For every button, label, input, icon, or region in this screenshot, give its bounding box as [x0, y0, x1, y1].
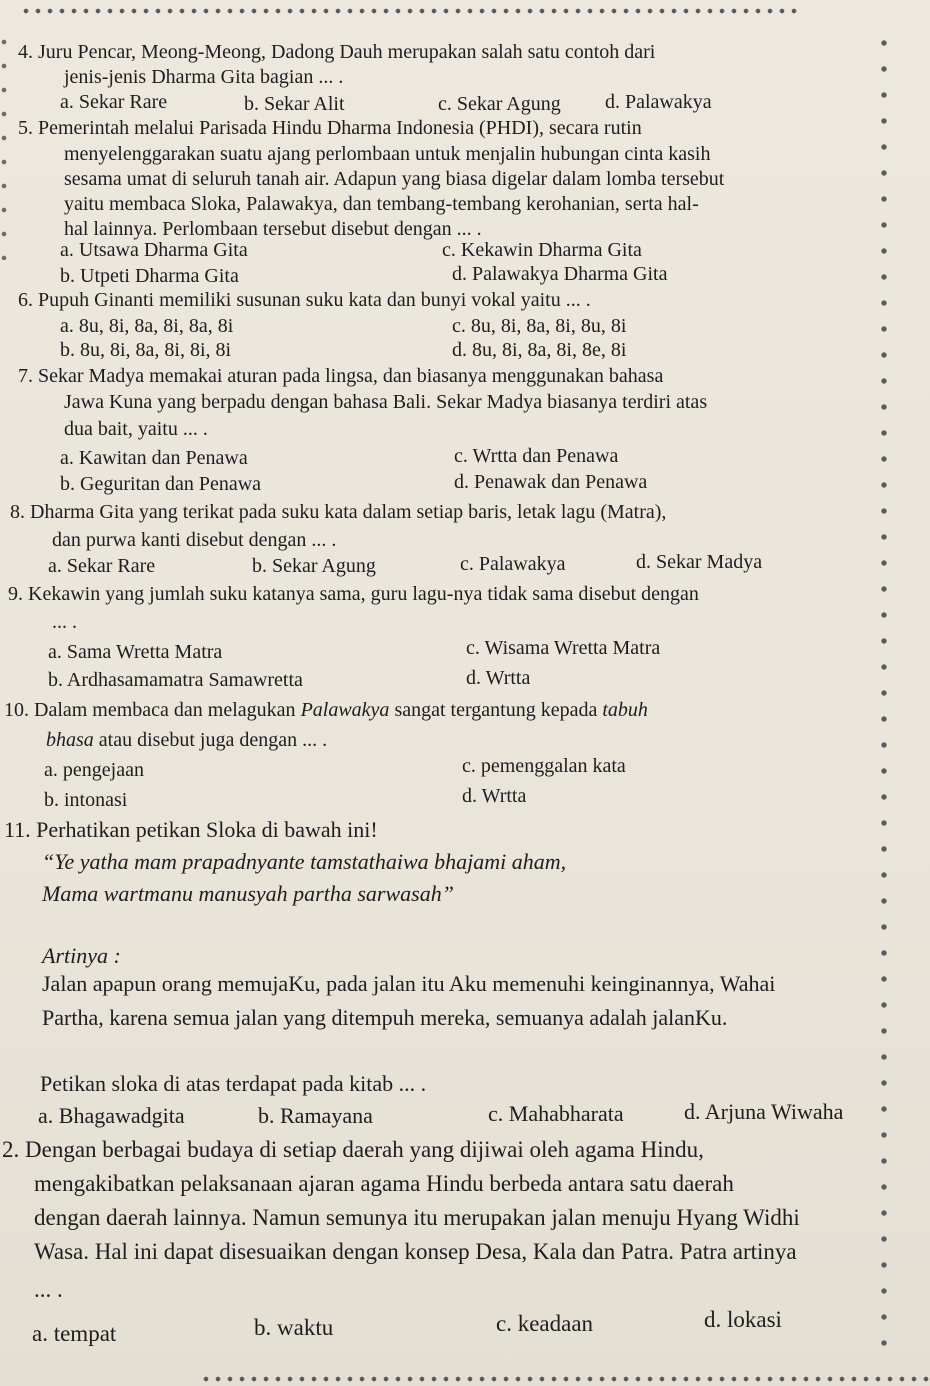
q7-option-a[interactable]: a. Kawitan dan Penawa: [60, 447, 248, 469]
decorative-dots-right: [878, 30, 890, 1350]
q4-stem-line2: jenis-jenis Dharma Gita bagian ... .: [64, 66, 344, 88]
q8-option-d[interactable]: d. Sekar Madya: [636, 551, 763, 573]
q7-stem-line1: 7. Sekar Madya memakai aturan pada lingsa, dan biasanya menggunakan bahasa: [18, 365, 664, 387]
q11-option-d[interactable]: d. Arjuna Wiwaha: [684, 1099, 844, 1124]
q11-translation-line1: Jalan apapun orang memujaKu, pada jalan itu Aku memenuhi keinginannya, Wahai: [42, 971, 776, 996]
q10-option-c[interactable]: c. pemenggalan kata: [462, 755, 626, 777]
q6-stem: 6. Pupuh Ginanti memiliki susunan suku kata dan bunyi vokal yaitu ... .: [18, 289, 591, 311]
q12-option-d[interactable]: d. lokasi: [704, 1307, 782, 1332]
q11-sloka-line2: Mama wartmanu manusyah partha sarwasah”: [42, 881, 454, 906]
q9-stem-line1: 9. Kekawin yang jumlah suku katanya sama, guru lagu-nya tidak sama disebut dengan: [8, 583, 699, 605]
q6-option-c[interactable]: c. 8u, 8i, 8a, 8i, 8u, 8i: [452, 315, 627, 337]
q9-option-a[interactable]: a. Sama Wretta Matra: [48, 641, 223, 663]
q4-stem-line1: 4. Juru Pencar, Meong-Meong, Dadong Dauh merupakan salah satu contoh dari: [18, 41, 656, 63]
q11-artinya-label: Artinya :: [42, 943, 121, 968]
q12-stem-line1: 2. Dengan berbagai budaya di setiap daerah yang dijiwai oleh agama Hindu,: [2, 1137, 704, 1162]
q5-stem-line1: 5. Pemerintah melalui Parisada Hindu Dharma Indonesia (PHDI), secara rutin: [18, 117, 642, 139]
q5-option-a[interactable]: a. Utsawa Dharma Gita: [60, 239, 248, 261]
q11-question: Petikan sloka di atas terdapat pada kitab ... .: [40, 1071, 427, 1096]
q8-option-a[interactable]: a. Sekar Rare: [48, 555, 156, 577]
q11-option-a[interactable]: a. Bhagawadgita: [38, 1103, 185, 1128]
decorative-dots-bottom: [200, 1374, 930, 1384]
q5-option-b[interactable]: b. Utpeti Dharma Gita: [60, 265, 239, 287]
q9-option-c[interactable]: c. Wisama Wretta Matra: [466, 637, 661, 659]
q5-option-c[interactable]: c. Kekawin Dharma Gita: [442, 239, 642, 261]
q11-sloka-line1: “Ye yatha mam prapadnyante tamstathaiwa bhajami aham,: [42, 849, 567, 874]
q10-stem-text-1: 10. Dalam membaca dan melagukan: [4, 699, 301, 721]
q10-stem-line1: [4, 698, 648, 722]
q10-stem-palawakya: Palawakya: [300, 699, 390, 721]
q11-translation-line2: Partha, karena semua jalan yang ditempuh mereka, semuanya adalah jalanKu.: [42, 1005, 728, 1030]
q12-option-b[interactable]: b. waktu: [254, 1315, 334, 1340]
q5-stem-line3: sesama umat di seluruh tanah air. Adapun yang biasa digelar dalam lomba tersebut: [64, 168, 725, 190]
q10-stem-line2: [46, 728, 327, 752]
q12-stem-line5: ... .: [34, 1277, 63, 1302]
q7-stem-line3: dua bait, yaitu ... .: [64, 418, 208, 440]
q11-option-c[interactable]: c. Mahabharata: [488, 1101, 624, 1126]
q11-option-b[interactable]: b. Ramayana: [258, 1103, 373, 1128]
q4-option-a[interactable]: a. Sekar Rare: [60, 91, 168, 113]
q5-option-d[interactable]: d. Palawakya Dharma Gita: [452, 263, 668, 285]
q4-option-d[interactable]: d. Palawakya: [605, 91, 712, 113]
q7-option-d[interactable]: d. Penawak dan Penawa: [454, 471, 648, 493]
q6-option-a[interactable]: a. 8u, 8i, 8a, 8i, 8a, 8i: [60, 315, 234, 337]
q9-option-d[interactable]: d. Wrtta: [466, 667, 531, 689]
q12-option-c[interactable]: c. keadaan: [496, 1311, 594, 1336]
decorative-dots-left: [0, 30, 8, 260]
q10-option-a[interactable]: a. pengejaan: [44, 759, 144, 781]
q7-option-b[interactable]: b. Geguritan dan Penawa: [60, 473, 262, 495]
q12-stem-line2: mengakibatkan pelaksanaan ajaran agama Hindu berbeda antara satu daerah: [34, 1171, 734, 1196]
decorative-dots-top: [20, 6, 800, 16]
q10-stem-bhasa: bhasa: [46, 729, 94, 751]
q10-stem-text-2: sangat tergantung kepada: [389, 699, 603, 721]
q10-stem-tabuh: tabuh: [602, 699, 648, 721]
q12-stem-line4: Wasa. Hal ini dapat disesuaikan dengan konsep Desa, Kala dan Patra. Patra artinya: [34, 1239, 797, 1264]
q12-option-a[interactable]: a. tempat: [32, 1321, 117, 1346]
q10-option-d[interactable]: d. Wrtta: [462, 785, 527, 807]
q9-option-b[interactable]: b. Ardhasamamatra Samawretta: [48, 669, 303, 691]
q6-option-b[interactable]: b. 8u, 8i, 8a, 8i, 8i, 8i: [60, 339, 232, 361]
q5-stem-line5: hal lainnya. Perlombaan tersebut disebut dengan ... .: [64, 218, 482, 240]
q8-option-b[interactable]: b. Sekar Agung: [252, 555, 376, 577]
q4-option-c[interactable]: c. Sekar Agung: [438, 93, 561, 115]
q7-option-c[interactable]: c. Wrtta dan Penawa: [454, 445, 619, 467]
q8-stem-line1: 8. Dharma Gita yang terikat pada suku kata dalam setiap baris, letak lagu (Matra),: [10, 501, 667, 523]
q12-stem-line3: dengan daerah lainnya. Namun semunya itu merupakan jalan menuju Hyang Widhi: [34, 1205, 800, 1230]
q8-option-c[interactable]: c. Palawakya: [460, 553, 566, 575]
q4-option-b[interactable]: b. Sekar Alit: [244, 93, 345, 115]
q5-stem-line2: menyelenggarakan suatu ajang perlombaan untuk menjalin hubungan cinta kasih: [64, 143, 711, 165]
q11-stem: 11. Perhatikan petikan Sloka di bawah ini!: [4, 817, 378, 842]
q6-option-d[interactable]: d. 8u, 8i, 8a, 8i, 8e, 8i: [452, 339, 627, 361]
q10-stem-text-3: atau disebut juga dengan ... .: [93, 729, 328, 751]
q10-option-b[interactable]: b. intonasi: [44, 789, 128, 811]
q5-stem-line4: yaitu membaca Sloka, Palawakya, dan tembang-tembang kerohanian, serta hal-: [64, 193, 699, 215]
q7-stem-line2: Jawa Kuna yang berpadu dengan bahasa Bali. Sekar Madya biasanya terdiri atas: [64, 391, 708, 413]
q9-stem-line2: ... .: [52, 611, 77, 633]
q8-stem-line2: dan purwa kanti disebut dengan ... .: [52, 529, 337, 551]
